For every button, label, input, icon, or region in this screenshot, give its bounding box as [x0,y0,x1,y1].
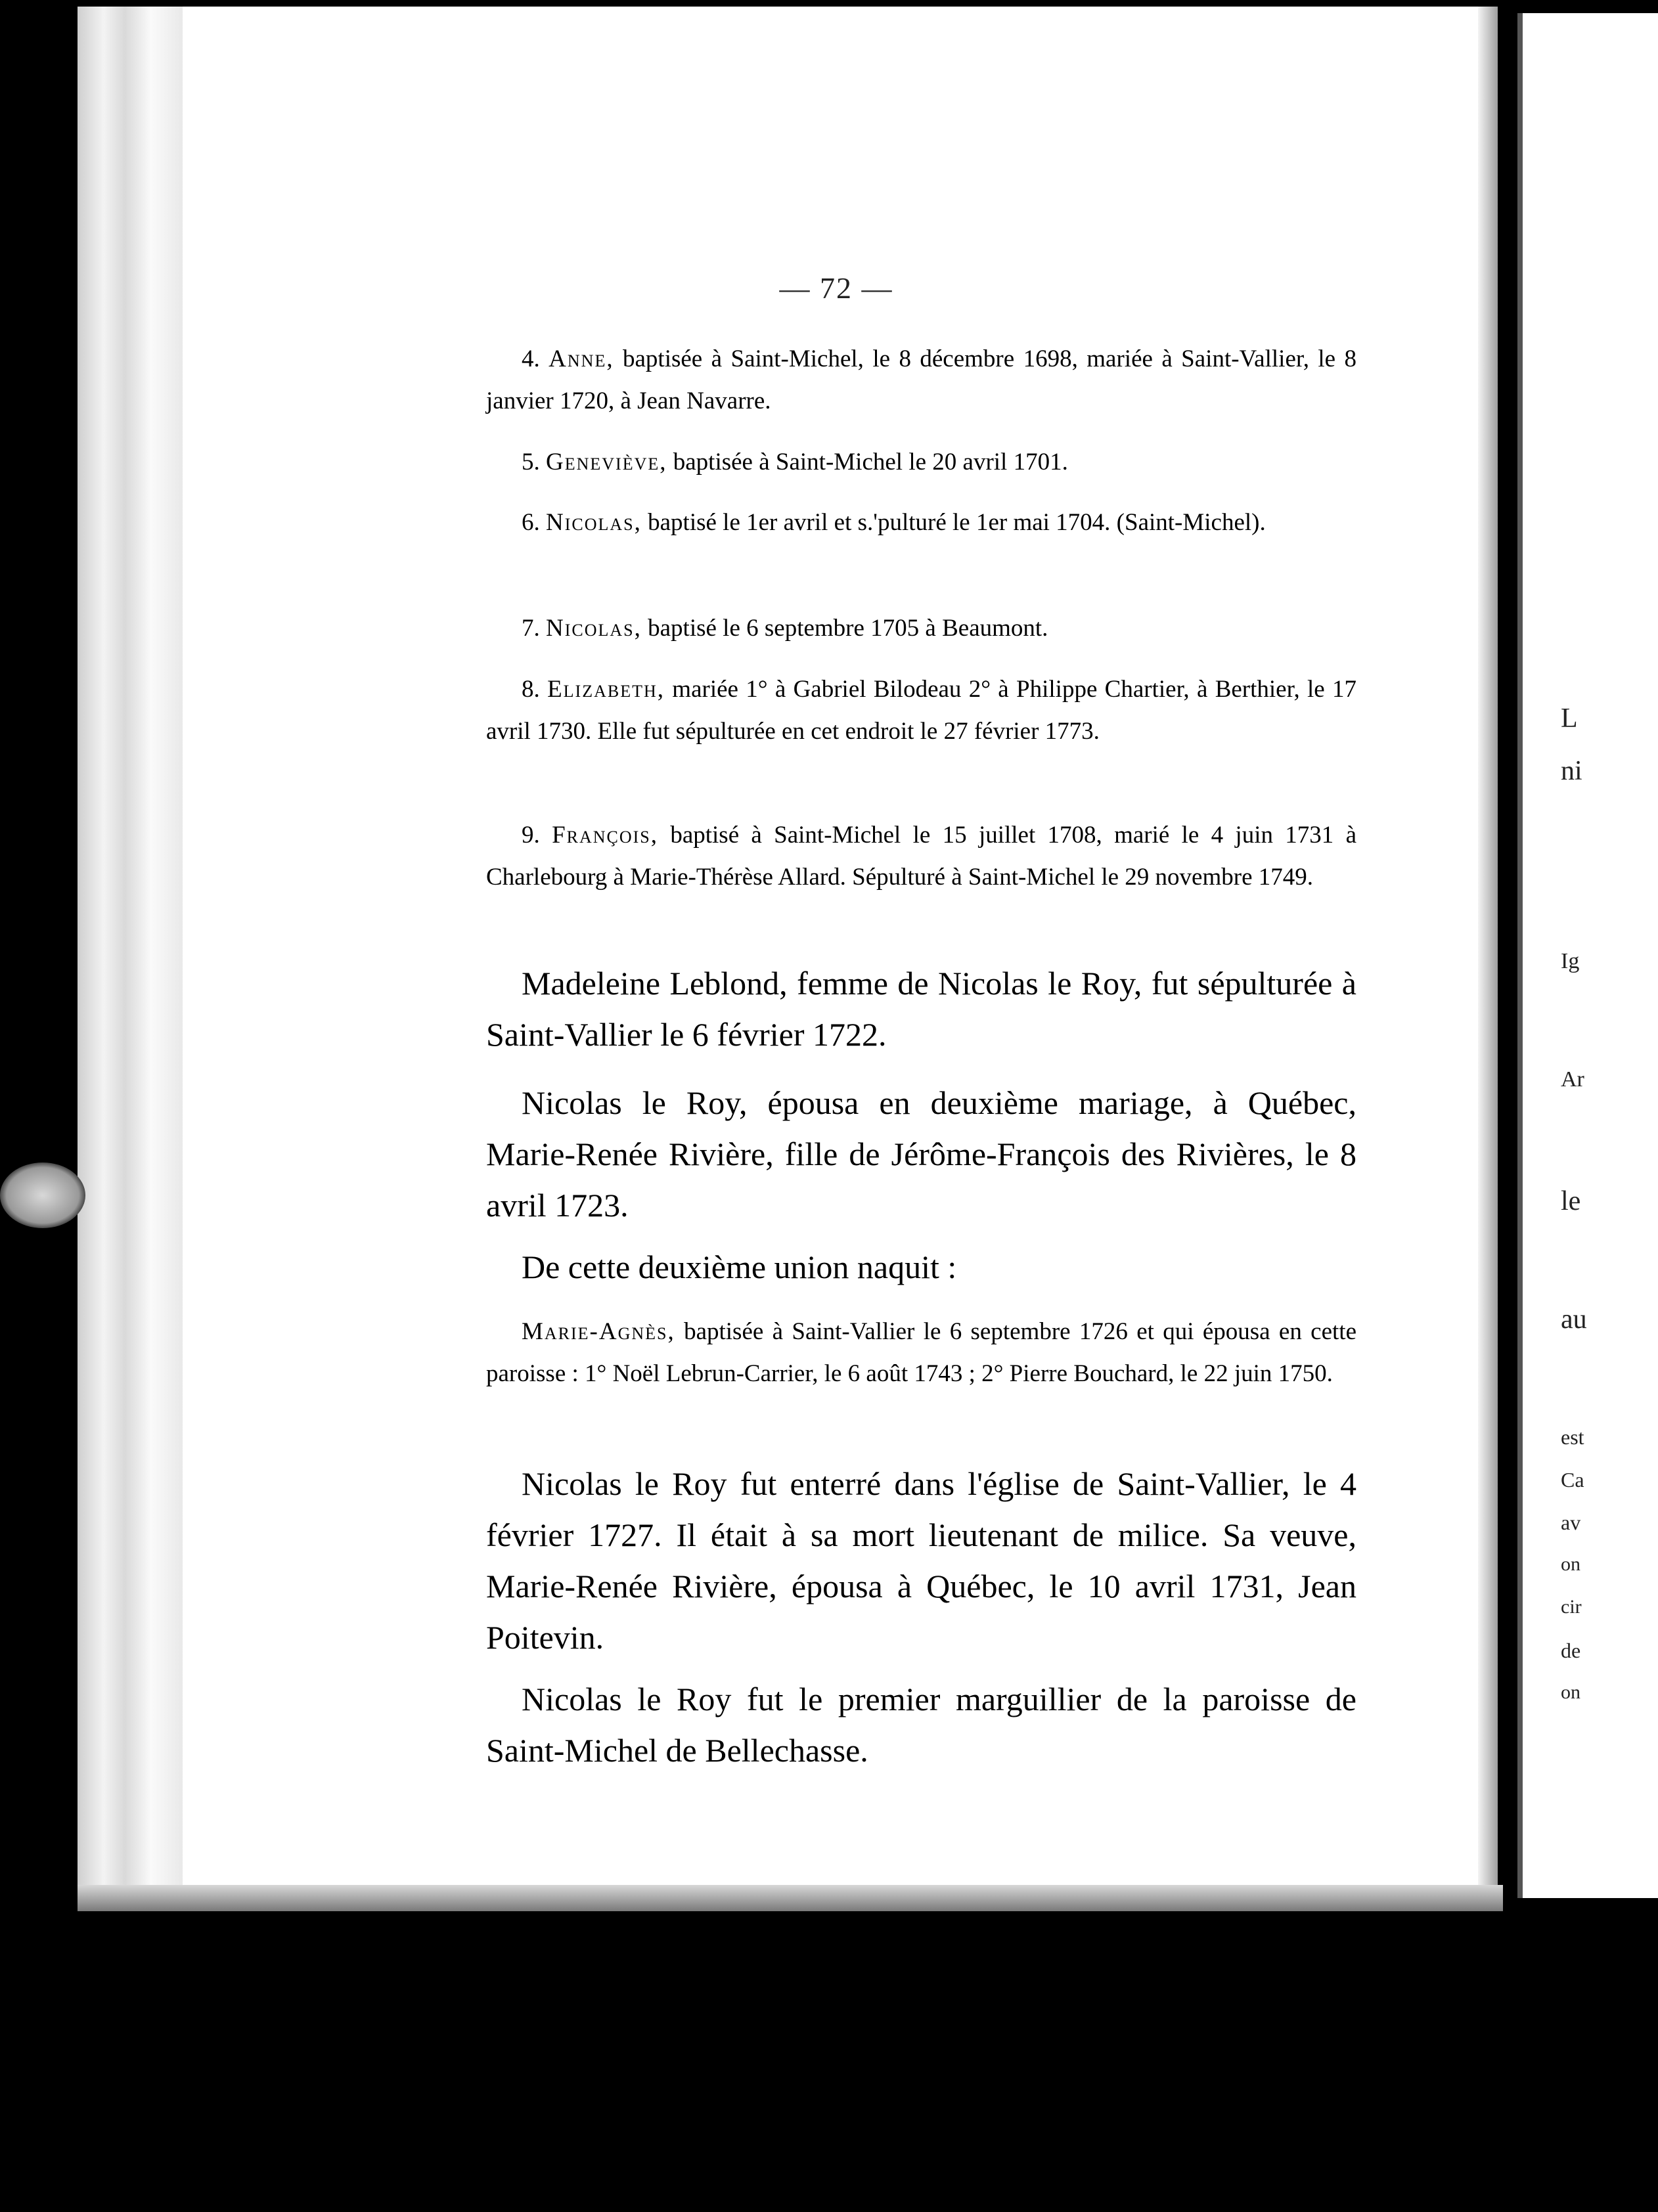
entry-name: Geneviève, [546,449,667,476]
entry-number: 9. [522,822,540,849]
paragraph-burial [486,958,1356,1060]
entry-5 [486,441,1356,483]
entry-4 [486,338,1356,422]
adjacent-page-fragment: on [1561,1681,1580,1703]
adjacent-page-fragment: de [1561,1639,1581,1662]
paragraph-text: Nicolas le Roy fut le premier marguillier de la paroisse de Saint-Michel de Bellechasse. [486,1681,1356,1769]
page-number: — 72 — [779,271,893,305]
entry-number: 5. [522,449,540,476]
entry-6 [486,502,1356,544]
scan-stain [0,1162,85,1228]
adjacent-page-fragment: Ar [1561,1067,1584,1092]
adjacent-page-fragment: ni [1561,756,1582,786]
entry-name: François, [552,822,659,849]
entry-number: 6. [522,509,540,536]
paragraph-second-marriage [486,1077,1356,1231]
adjacent-page-fragment: le [1561,1186,1581,1216]
entry-name: Marie-Agnès, [522,1318,675,1345]
entry-7 [486,608,1356,650]
entry-number: 7. [522,615,540,642]
entry-text: baptisé à Saint-Michel le 15 juillet 1708, marié le 4 juin 1731 à Charlebourg à Marie-Thérèse Allard. Sépulturé à Saint-Michel le 29 novembre 1749. [486,822,1357,891]
paragraph-text: Nicolas le Roy, épousa en deuxième mariage, à Québec, Marie-Renée Rivière, fille de Jérôme-François des Rivières, le 8 avril 1723. [486,1084,1356,1224]
entry-marie-agnes [486,1311,1356,1395]
adjacent-page-fragment: cir [1561,1596,1582,1618]
entry-text: baptisée à Saint-Vallier le 6 septembre 1726 et qui épousa en cette paroisse : 1° Noël Lebrun-Carrier, le 6 août 1743 ; 2° Pierre Bouchard, le 22 juin 1750. [486,1318,1356,1387]
adjacent-page-fragment: on [1561,1553,1580,1575]
book-binding-edge [78,7,183,1885]
adjacent-page [1517,13,1658,1898]
entry-number: 4. [522,345,540,372]
entry-8 [486,669,1356,753]
paragraph-text: De cette deuxième union naquit : [522,1249,957,1285]
adjacent-page-fragment: au [1561,1304,1587,1335]
paragraph-churchwarden [486,1673,1356,1776]
adjacent-page-fragment: L [1561,703,1578,734]
entry-text: baptisé le 1er avril et s.'pulturé le 1er mai 1704. (Saint-Michel). [641,509,1266,536]
entry-name: Nicolas, [546,615,642,642]
adjacent-page-fragment: est [1561,1425,1584,1449]
paragraph-second-union [486,1241,1356,1293]
entry-9 [486,814,1356,898]
entry-name: Elizabeth, [547,676,665,703]
paragraph-text: Madeleine Leblond, femme de Nicolas le Roy, fut sépulturée à Saint-Vallier le 6 février 1722. [486,965,1356,1053]
adjacent-page-fragment: Ig [1561,949,1580,973]
adjacent-page-fragment: av [1561,1511,1581,1534]
paragraph-death [486,1458,1356,1663]
entry-text: baptisée à Saint-Michel, le 8 décembre 1698, mariée à Saint-Vallier, le 8 janvier 1720, à Jean Navarre. [486,345,1356,414]
paragraph-text: Nicolas le Roy fut enterré dans l'église de Saint-Vallier, le 4 février 1727. Il était à sa mort lieutenant de milice. Sa veuve, Marie-Renée Rivière, épousa à Québec, le 10 avril 1731, Jean Poitevin. [486,1465,1356,1656]
adjacent-page-fragment: Ca [1561,1468,1584,1492]
entry-name: Nicolas, [546,509,642,536]
entry-text: baptisé le 6 septembre 1705 à Beaumont. [641,615,1048,642]
entry-number: 8. [522,676,540,703]
entry-text: mariée 1° à Gabriel Bilodeau 2° à Philippe Chartier, à Berthier, le 17 avril 1730. Elle fut sépulturée en cet endroit le 27 février 1773. [486,676,1356,745]
entry-name: Anne, [549,345,614,372]
entry-text: baptisée à Saint-Michel le 20 avril 1701. [667,449,1068,476]
